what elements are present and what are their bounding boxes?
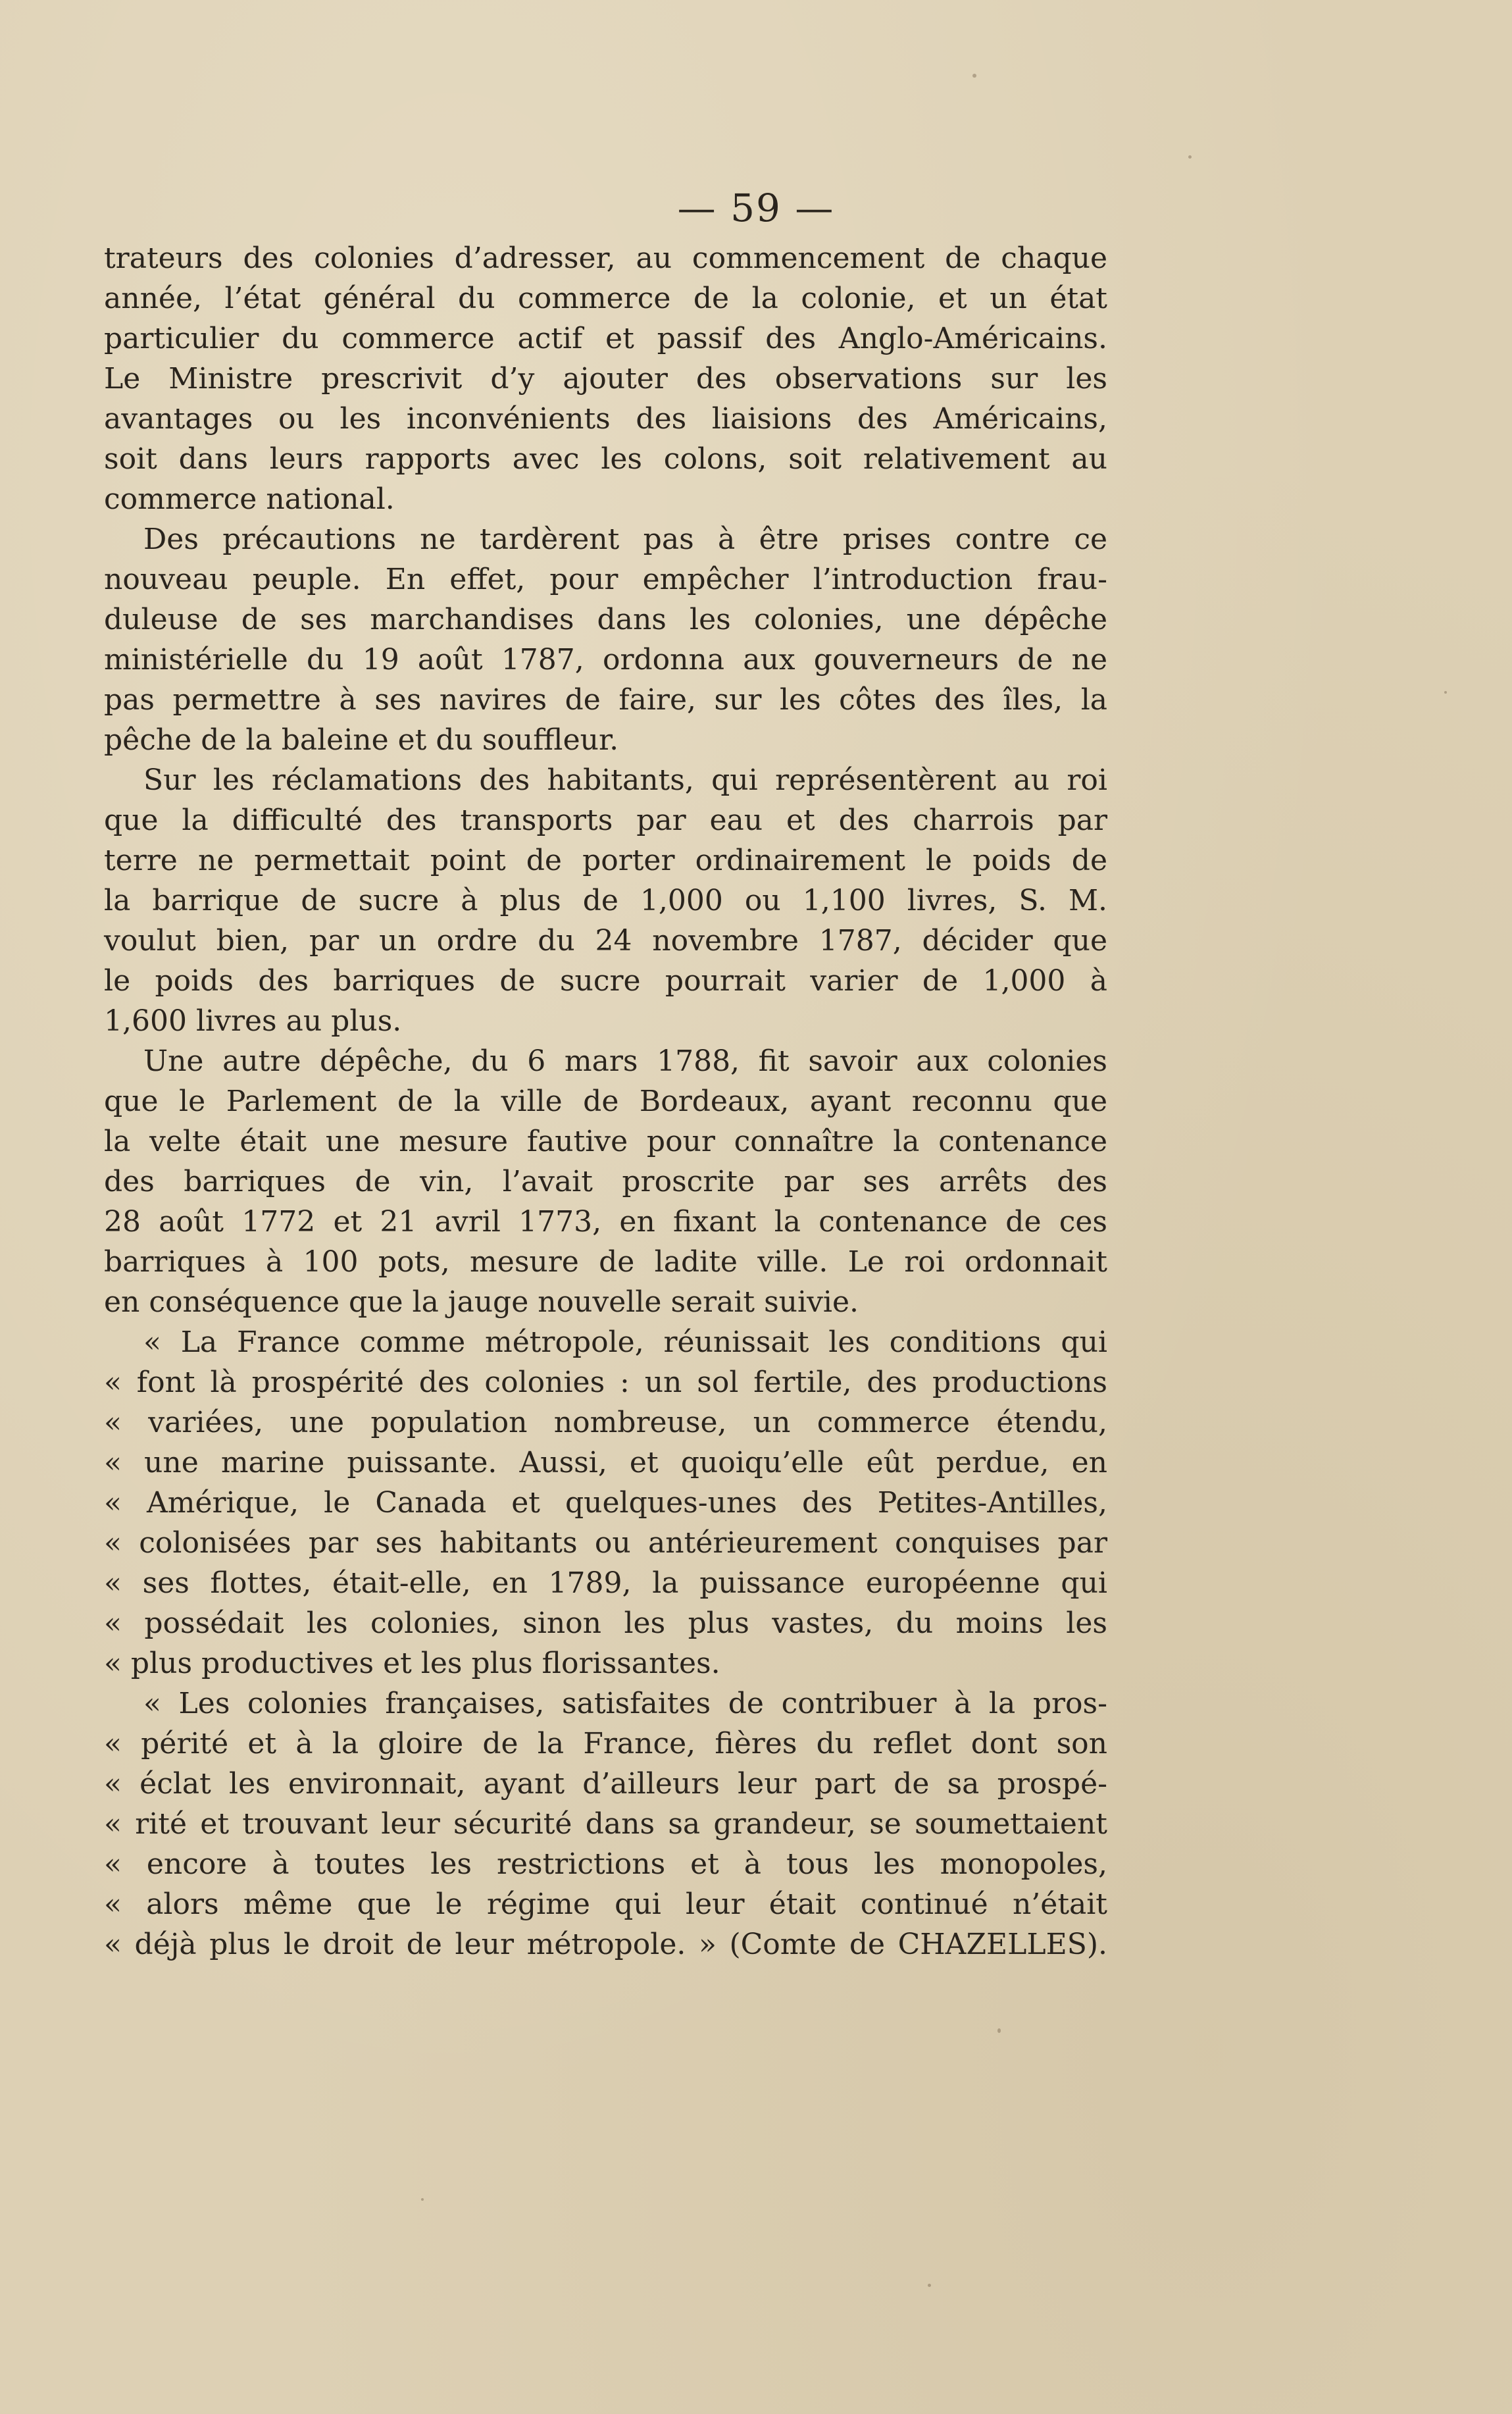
text-line: « rité et trouvant leur sécurité dans sa grandeur, se soumettaient xyxy=(104,1807,1107,1841)
text-line: voulut bien, par un ordre du 24 novembre 1787, décider que xyxy=(104,924,1107,958)
text-line: Le Ministre prescrivit d’y ajouter des observations sur les xyxy=(104,362,1107,396)
text-line: particulier du commerce actif et passif des Anglo-Américains. xyxy=(104,322,1107,355)
text-line: barriques à 100 pots, mesure de ladite ville. Le roi ordonnait xyxy=(104,1245,1107,1279)
text-line: « périté et à la gloire de la France, fières du reflet dont son xyxy=(104,1727,1107,1760)
text-line: Sur les réclamations des habitants, qui représentèrent au roi xyxy=(143,763,1107,797)
text-line: le poids des barriques de sucre pourrait varier de 1,000 à xyxy=(104,964,1107,998)
text-line: la velte était une mesure fautive pour connaître la contenance xyxy=(104,1125,1107,1158)
text-line: des barriques de vin, l’avait proscrite par ses arrêts des xyxy=(104,1165,1107,1198)
paper-speck xyxy=(972,74,976,78)
text-line: pas permettre à ses navires de faire, sur les côtes des îles, la xyxy=(104,683,1107,717)
text-line: « variées, une population nombreuse, un commerce étendu, xyxy=(104,1406,1107,1439)
text-line: « une marine puissante. Aussi, et quoiqu’elle eût perdue, en xyxy=(104,1446,1107,1479)
paper-speck xyxy=(421,2198,424,2201)
text-line: « possédait les colonies, sinon les plus vastes, du moins les xyxy=(104,1606,1107,1640)
text-line: avantages ou les inconvénients des liaisions des Américains, xyxy=(104,402,1107,436)
paper-speck xyxy=(928,2284,931,2287)
text-line: commerce national. xyxy=(104,482,395,516)
text-line: « éclat les environnait, ayant d’ailleurs leur part de sa prospé- xyxy=(104,1767,1107,1801)
text-line: en conséquence que la jauge nouvelle serait suivie. xyxy=(104,1285,859,1319)
text-line: « ses flottes, était-elle, en 1789, la puissance européenne qui xyxy=(104,1566,1107,1600)
text-line: que le Parlement de la ville de Bordeaux, ayant reconnu que xyxy=(104,1085,1107,1118)
text-line: pêche de la baleine et du souffleur. xyxy=(104,723,619,757)
text-line: la barrique de sucre à plus de 1,000 ou 1,100 livres, S. M. xyxy=(104,884,1107,917)
paper-speck xyxy=(1188,155,1192,159)
text-line: 1,600 livres au plus. xyxy=(104,1004,402,1038)
paper-speck xyxy=(1444,691,1447,694)
text-line: trateurs des colonies d’adresser, au commencement de chaque xyxy=(104,242,1107,275)
text-line: duleuse de ses marchandises dans les colonies, une dépêche xyxy=(104,603,1107,636)
text-line: « encore à toutes les restrictions et à tous les monopoles, xyxy=(104,1847,1107,1881)
text-line: soit dans leurs rapports avec les colons, soit relativement au xyxy=(104,442,1107,476)
text-line: « colonisées par ses habitants ou antérieurement conquises par xyxy=(104,1526,1107,1560)
paper-speck xyxy=(997,2028,1001,2033)
text-line: « Les colonies françaises, satisfaites de contribuer à la pros- xyxy=(143,1687,1107,1720)
text-line: « déjà plus le droit de leur métropole. » (Comte de CHAZELLES). xyxy=(104,1928,1107,1961)
text-line: année, l’état général du commerce de la colonie, et un état xyxy=(104,282,1107,315)
text-line: 28 août 1772 et 21 avril 1773, en fixant la contenance de ces xyxy=(104,1205,1107,1239)
text-line: « La France comme métropole, réunissait les conditions qui xyxy=(143,1325,1107,1359)
text-line: « font là prospérité des colonies : un sol fertile, des productions xyxy=(104,1366,1107,1399)
text-line: ministérielle du 19 août 1787, ordonna aux gouverneurs de ne xyxy=(104,643,1107,677)
text-line: Des précautions ne tardèrent pas à être prises contre ce xyxy=(143,523,1107,556)
body-text xyxy=(104,238,1107,1965)
page-number: — 59 — xyxy=(677,186,835,230)
text-line: nouveau peuple. En effet, pour empêcher l’introduction frau- xyxy=(104,563,1107,596)
text-line: que la difficulté des transports par eau et des charrois par xyxy=(104,804,1107,837)
text-line: Une autre dépêche, du 6 mars 1788, fit savoir aux colonies xyxy=(143,1044,1107,1078)
text-line: « Amérique, le Canada et quelques-unes des Petites-Antilles, xyxy=(104,1486,1107,1520)
text-line: « alors même que le régime qui leur était continué n’était xyxy=(104,1888,1107,1921)
text-line: terre ne permettait point de porter ordinairement le poids de xyxy=(104,844,1107,877)
text-line: « plus productives et les plus florissantes. xyxy=(104,1647,720,1680)
